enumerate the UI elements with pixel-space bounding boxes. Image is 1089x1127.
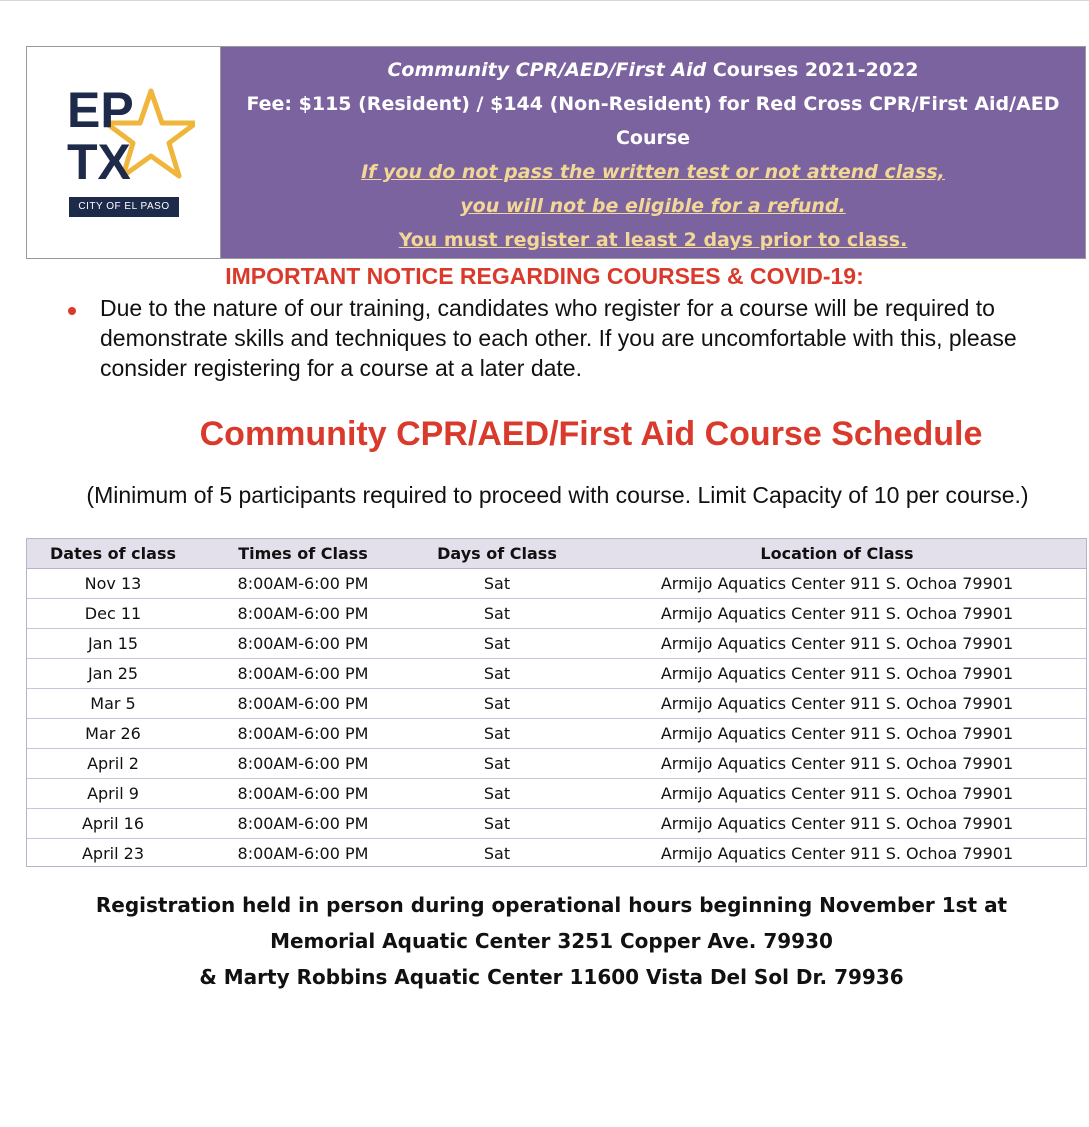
class-location: Armijo Aquatics Center 911 S. Ochoa 79901 [587,689,1087,719]
header-banner [26,46,1086,259]
table-row [27,599,1087,629]
table-row [27,749,1087,779]
class-time: 8:00AM-6:00 PM [199,809,407,839]
table-row [27,809,1087,839]
registration-line-2: Memorial Aquatic Center 3251 Copper Ave. 79930 [270,929,833,953]
class-date: Nov 13 [27,569,199,599]
logo-cell [27,47,221,258]
class-day: Sat [407,719,587,749]
table-header-row [27,539,1087,569]
course-title-italic: Community CPR/AED/First Aid [387,59,707,81]
covid-notice-heading: IMPORTANT NOTICE REGARDING COURSES & COVID-19: [225,263,864,289]
class-day: Sat [483,844,511,863]
registration-info [0,887,1089,995]
class-location: Armijo Aquatics Center 911 S. Ochoa 79901 [587,629,1087,659]
class-time: 8:00AM-6:00 PM [199,779,407,809]
minimum-participants-note: (Minimum of 5 participants required to proceed with course. Limit Capacity of 10 per course.) [86,482,1029,508]
class-date: Mar 5 [27,689,199,719]
table-row [27,719,1087,749]
class-day: Sat [407,629,587,659]
class-date: Jan 25 [27,659,199,689]
class-location: Armijo Aquatics Center 911 S. Ochoa 79901 [587,659,1087,689]
course-title-rest: Courses 2021-2022 [706,59,919,81]
registration-line-1: Registration held in person during operational hours beginning November 1st at [95,893,1008,917]
class-time: 8:00AM-6:00 PM [199,719,407,749]
refund-warning-2: you will not be eligible for a refund. [460,195,846,217]
class-day: Sat [407,749,587,779]
city-logo [65,83,195,193]
class-location: Armijo Aquatics Center 911 S. Ochoa 79901 [660,844,1014,863]
col-header-location: Location of Class [587,539,1087,569]
register-deadline: You must register at least 2 days prior to class. [398,229,908,251]
class-time: 8:00AM-6:00 PM [199,689,407,719]
class-location: Armijo Aquatics Center 911 S. Ochoa 79901 [587,599,1087,629]
class-time: 8:00AM-6:00 PM [199,749,407,779]
class-day: Sat [407,779,587,809]
logo-caption: CITY OF EL PASO [69,197,179,217]
class-time: 8:00AM-6:00 PM [199,599,407,629]
table-row [27,569,1087,599]
refund-warning-1: If you do not pass the written test or not attend class, [361,161,945,183]
class-location: Armijo Aquatics Center 911 S. Ochoa 79901 [587,749,1087,779]
class-date: Jan 15 [27,629,199,659]
table-row [27,839,1087,869]
course-title-line [221,53,1085,87]
fee-line-2: Course [615,127,691,149]
class-date: Dec 11 [27,599,199,629]
class-day: Sat [407,599,587,629]
table-row [27,689,1087,719]
schedule-title: Community CPR/AED/First Aid Course Schedule [199,415,983,453]
logo-tx-text: TX [67,134,131,190]
class-date: April 16 [27,809,199,839]
class-time: 8:00AM-6:00 PM [199,629,407,659]
class-date: Mar 26 [27,719,199,749]
col-header-dates: Dates of class [27,539,199,569]
col-header-times: Times of Class [199,539,407,569]
class-date: April 9 [27,779,199,809]
fee-line: Fee: $115 (Resident) / $144 (Non-Resident) for Red Cross CPR/First Aid/AED [246,93,1060,115]
class-location: Armijo Aquatics Center 911 S. Ochoa 79901 [587,569,1087,599]
table-row [27,659,1087,689]
class-date: April 2 [27,749,199,779]
col-header-days: Days of Class [407,539,587,569]
schedule-table [27,539,1087,868]
top-divider [0,0,1089,1]
covid-notice-text: Due to the nature of our training, candidates who register for a course will be required to demonstrate skills and techniques to each other. If you are uncomfortable with this, please consider registering for a course at a later date. [100,295,1017,381]
class-day: Sat [407,689,587,719]
class-day: Sat [407,659,587,689]
class-time: 8:00AM-6:00 PM [199,659,407,689]
class-date: April 23 [81,844,144,863]
class-location: Armijo Aquatics Center 911 S. Ochoa 79901 [587,719,1087,749]
class-day: Sat [407,809,587,839]
table-row [27,779,1087,809]
registration-line-3: & Marty Robbins Aquatic Center 11600 Vista Del Sol Dr. 79936 [199,965,904,989]
class-location: Armijo Aquatics Center 911 S. Ochoa 79901 [587,809,1087,839]
class-day: Sat [407,569,587,599]
class-location: Armijo Aquatics Center 911 S. Ochoa 79901 [587,779,1087,809]
bullet-icon [68,307,76,315]
class-time: 8:00AM-6:00 PM [237,844,369,863]
fee-info-panel [221,47,1085,258]
table-row [27,629,1087,659]
class-time: 8:00AM-6:00 PM [199,569,407,599]
logo-ep-text: EP [67,83,134,138]
